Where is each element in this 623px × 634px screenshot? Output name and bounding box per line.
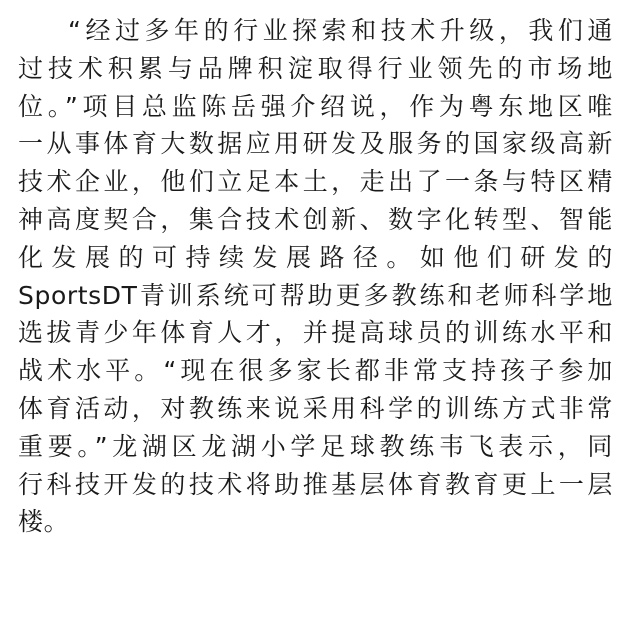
text-line: 化发展的可持续发展路径。如他们研发的 [18,242,613,272]
text-line: 神高度契合，集合技术创新、数字化转型、智能 [18,204,613,234]
text-line: 选拔青少年体育人才，并提高球员的训练水平和 [18,318,613,348]
text-line: 一从事体育大数据应用研发及服务的国家级高新 [18,129,613,159]
text-line: 体育活动，对教练来说采用科学的训练方式非常 [18,393,613,423]
text-line: 战术水平。“现在很多家长都非常支持孩子参加 [18,356,613,386]
text-line: 重要。”龙湖区龙湖小学足球教练韦飞表示，同 [18,431,613,461]
text-line: SportsDT青训系统可帮助更多教练和老师科学地 [18,280,613,310]
text-line: 技术企业，他们立足本土，走出了一条与特区精 [18,167,613,197]
article-paragraph [18,12,613,541]
text-line: 行科技开发的技术将助推基层体育教育更上一层 [18,469,613,499]
text-line: 楼。 [18,507,70,537]
text-line: “经过多年的行业探索和技术升级，我们通 [68,16,613,45]
text-line: 位。”项目总监陈岳强介绍说，作为粤东地区唯 [18,91,613,121]
text-line: 过技术积累与品牌积淀取得行业领先的市场地 [18,53,613,83]
